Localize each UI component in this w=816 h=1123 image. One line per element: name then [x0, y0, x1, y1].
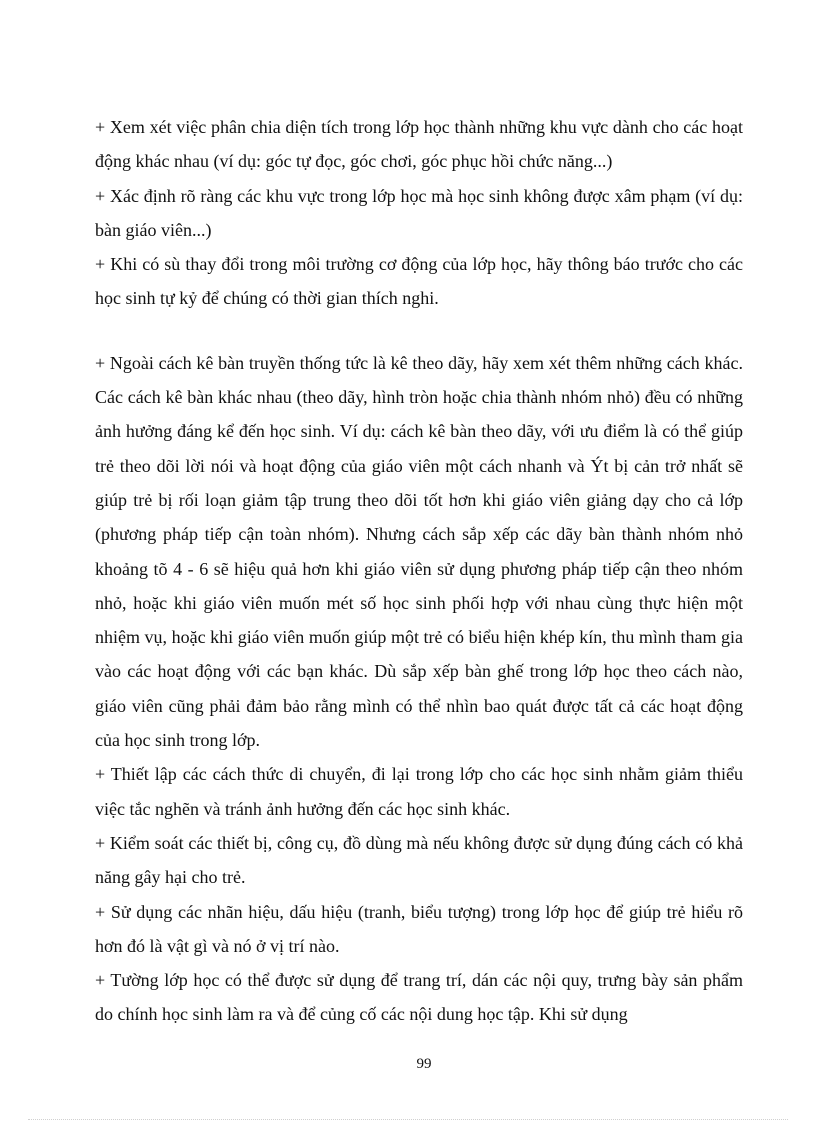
body-text	[95, 110, 743, 1032]
paragraph-desk-arrangement: + Ngoài cách kê bàn truyền thống tức là kê theo dãy, hãy xem xét thêm những cách khác. Các cách kê bàn khác nhau (theo dãy, hình tròn hoặc chia thành nhóm nhỏ) đều có những ảnh hưởng đáng kể đến học sinh. Ví dụ: cách kê bàn theo dãy, với ưu điểm là có thể giúp trẻ theo dõi lời nói và hoạt động của giáo viên một cách nhanh và Ýt bị cản trở nhất sẽ giúp trẻ bị rối loạn giảm tập trung theo dõi tốt hơn khi giáo viên giảng dạy cho cả lớp (phương pháp tiếp cận toàn nhóm). Nhưng cách sắp xếp các dãy bàn thành nhóm nhỏ khoảng tõ 4 - 6 sẽ hiệu quả hơn khi giáo viên sử dụng phương pháp tiếp cận theo nhóm nhỏ, hoặc khi giáo viên muốn mét số học sinh phối hợp với nhau cùng thực hiện một nhiệm vụ, hoặc khi giáo viên muốn giúp một trẻ có biểu hiện khép kín, thu mình tham gia vào các hoạt động với các bạn khác. Dù sắp xếp bàn ghế trong lớp học theo cách nào, giáo viên cũng phải đảm bảo rằng mình có thể nhìn bao quát được tất cả các hoạt động của học sinh trong lớp.	[95, 352, 743, 751]
paragraph-equipment-control: + Kiểm soát các thiết bị, công cụ, đồ dùng mà nếu không được sử dụng đúng cách có khả năng gây hại cho trẻ.	[95, 832, 743, 888]
paragraph-change-notice: + Khi có sù thay đổi trong môi trường cơ động của lớp học, hãy thông báo trước cho các học sinh tự kỷ để chúng có thời gian thích nghi.	[95, 254, 743, 309]
page-bottom-divider	[28, 1119, 788, 1120]
page-number: 99	[416, 1056, 432, 1072]
paragraph-spacer	[95, 316, 743, 346]
paragraph-restricted-areas: + Xác định rõ ràng các khu vực trong lớp học mà học sinh không được xâm phạm (ví dụ: bàn giáo viên...)	[95, 185, 743, 240]
paragraph-labels-signs: + Sử dụng các nhãn hiệu, dấu hiệu (tranh, biểu tượng) trong lớp học để giúp trẻ hiểu rõ hơn đó là vật gì và nó ở vị trí nào.	[95, 901, 743, 956]
paragraph-classroom-areas: + Xem xét việc phân chia diện tích trong lớp học thành những khu vực dành cho các hoạt động khác nhau (ví dụ: góc tự đọc, góc chơi, góc phục hồi chức năng...)	[95, 117, 743, 172]
paragraph-classroom-walls: + Tường lớp học có thể được sử dụng để trang trí, dán các nội quy, trưng bày sản phẩm do chính học sinh làm ra và để củng cố các nội dung học tập. Khi sử dụng	[95, 970, 743, 1025]
paragraph-movement-routes: + Thiết lập các cách thức di chuyển, đi lại trong lớp cho các học sinh nhằm giảm thiểu việc tắc nghẽn và tránh ảnh hưởng đến các học sinh khác.	[95, 764, 743, 819]
